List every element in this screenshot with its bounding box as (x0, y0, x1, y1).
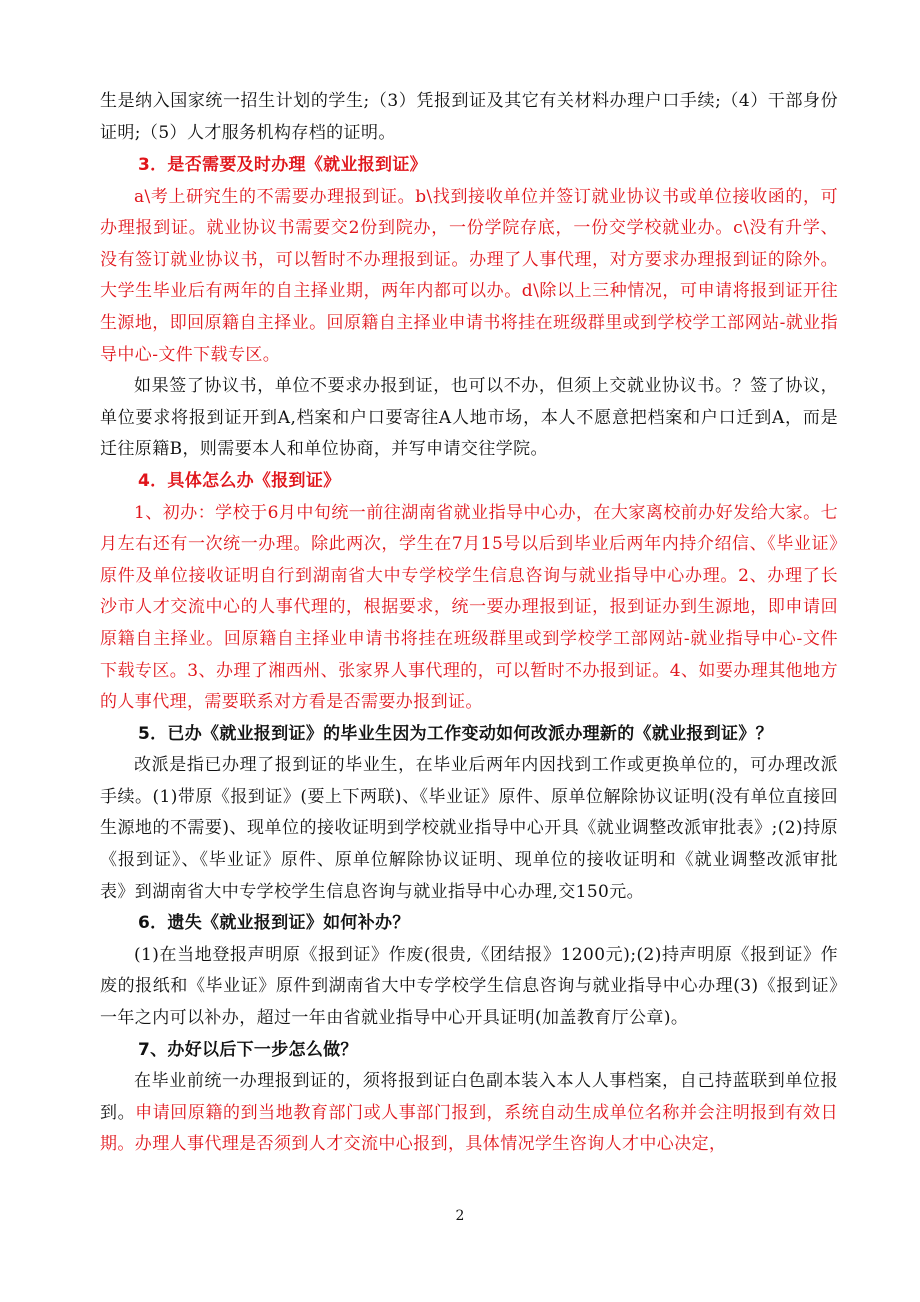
section-6-body: (1)在当地登报声明原《报到证》作废(很贵,《团结报》1200元);(2)持声明原《报到证》作废的报纸和《毕业证》原件到湖南省大中专学校学生信息咨询与就业指导中心办理(3)《报到证》一年之内可以补办，超过一年由省就业指导中心开具证明(加盖教育厅公章)。 (100, 944, 838, 1029)
page-number: 2 (455, 1208, 465, 1224)
section-7-body-highlight: 申请回原籍的到当地教育部门或人事部门报到，系统自动生成单位名称并会注明报到有效日期。办理人事代理是否须到人才交流中心报到，具体情况学生咨询人才中心决定， (100, 1102, 838, 1155)
section-3-body: a\考上研究生的不需要办理报到证。b\找到接收单位并签订就业协议书或单位接收函的，可办理报到证。就业协议书需要交2份到院办，一份学院存底，一份交学校就业办。c\没有升学、没有签订就业协议书，可以暂时不办理报到证。办理了人事代理，对方要求办理报到证的除外。大学生毕业后有两年的自主择业期，两年内都可以办。d\除以上三种情况，可申请将报到证开往生源地，即回原籍自主择业。回原籍自主择业申请书将挂在班级群里或到学校学工部网站-就业指导中心-文件下载专区。 (100, 186, 838, 365)
section-7-body-text: 在毕业前统一办理报到证的，须将报到证白色副本装入本人人事档案，自己持蓝联到单位报到。 (100, 1071, 838, 1123)
section-7-heading: 7、办好以后下一步怎么做？ (138, 1039, 358, 1060)
section-5-body: 改派是指已办理了报到证的毕业生，在毕业后两年内因找到工作或更换单位的，可办理改派手续。(1)带原《报到证》(要上下两联)、《毕业证》原件、原单位解除协议证明(没有单位直接回生源地的不需要)、现单位的接收证明到学校就业指导中心开具《就业调整改派审批表》;(2)持原《报到证》、《毕业证》原件、原单位解除协议证明、现单位的接收证明和《就业调整改派审批表》到湖南省大中专学校学生信息咨询与就业指导中心办理,交150元。 (100, 755, 838, 902)
section-4-heading: 4．具体怎么办《报到证》 (138, 470, 341, 491)
section-3-note: 如果签了协议书，单位不要求办报到证，也可以不办，但须上交就业协议书。？签了协议，单位要求将报到证开到A,档案和户口要寄往A人地市场，本人不愿意把档案和户口迁到A，而是迁往原籍B，则需要本人和单位协商，并写申请交往学院。 (100, 376, 838, 460)
paragraph-continuation: 生是纳入国家统一招生计划的学生;（3）凭报到证及其它有关材料办理户口手续;（4）干部身份证明;（5）人才服务机构存档的证明。 (100, 91, 838, 143)
section-4-body: 1、初办：学校于6月中旬统一前往湖南省就业指导中心办，在大家离校前办好发给大家。七月左右还有一次统一办理。除此两次，学生在7月15号以后到毕业后两年内持介绍信、《毕业证》原件及单位接收证明自行到湖南省大中专学校学生信息咨询与就业指导中心办理。2、办理了长沙市人才交流中心的人事代理的，根据要求，统一要办理报到证，报到证办到生源地，即申请回原籍自主择业。回原籍自主择业申请书将挂在班级群里或到学校学工部网站-就业指导中心-文件下载专区。3、办理了湘西州、张家界人事代理的，可以暂时不办报到证。4、如要办理其他地方的人事代理，需要联系对方看是否需要办报到证。 (100, 502, 838, 713)
section-6-heading: 6．遗失《就业报到证》如何补办？ (138, 913, 410, 934)
section-7-body (100, 1066, 838, 1161)
section-3-heading: 3．是否需要及时办理《就业报到证》 (138, 155, 427, 175)
section-5-heading: 5．已办《就业报到证》的毕业生因为工作变动如何改派办理新的《就业报到证》？ (138, 723, 773, 744)
